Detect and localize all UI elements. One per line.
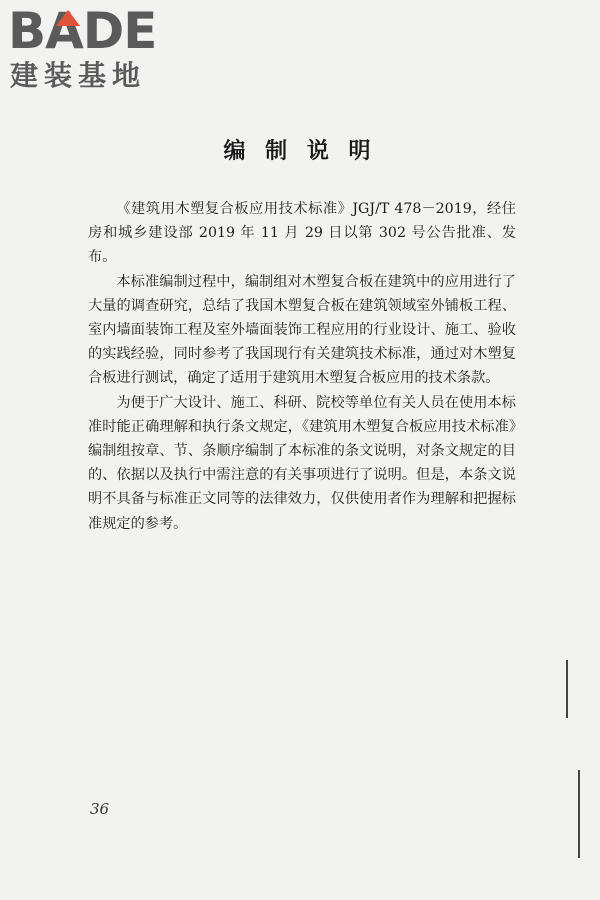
page-title: 编 制 说 明 <box>223 139 377 164</box>
page-number: 36 <box>90 800 110 818</box>
paragraph-1: 《建筑用木塑复合板应用技术标准》JGJ/T 478－2019，经住房和城乡建设部 2019 年 11 月 29 日以第 302 号公告批准、发布。 <box>88 201 516 266</box>
paragraph-2: 本标准编制过程中，编制组对木塑复合板在建筑中的应用进行了大量的调查研究，总结了我国木塑复合板在建筑领域室外铺板工程、室内墙面装饰工程及室外墙面装饰工程应用的行业设计、施工、验收的实践经验，同时参考了我国现行有关建筑技术标准，通过对木塑复合板进行测试，确定了适用于建筑用木塑复合板应用的技术条款。 <box>88 273 516 387</box>
logo-wordmark: BADE <box>8 2 157 60</box>
logo-subtitle: 建装基地 <box>10 59 147 92</box>
paragraph-3: 为便于广大设计、施工、科研、院校等单位有关人员在使用本标准时能正确理解和执行条文规定，《建筑用木塑复合板应用技术标准》编制组按章、节、条顺序编制了本标准的条文说明，对条文规定的目的、依据以及执行中需注意的有关事项进行了说明。但是，本条文说明不具备与标准正文同等的法律效力，仅供使用者作为理解和把握标准规定的参考。 <box>88 394 516 532</box>
logo-triangle-icon <box>56 10 80 26</box>
bade-logo <box>8 4 178 96</box>
document-body <box>88 197 516 536</box>
scan-edge-line <box>566 660 568 718</box>
scan-edge-line <box>578 770 580 858</box>
